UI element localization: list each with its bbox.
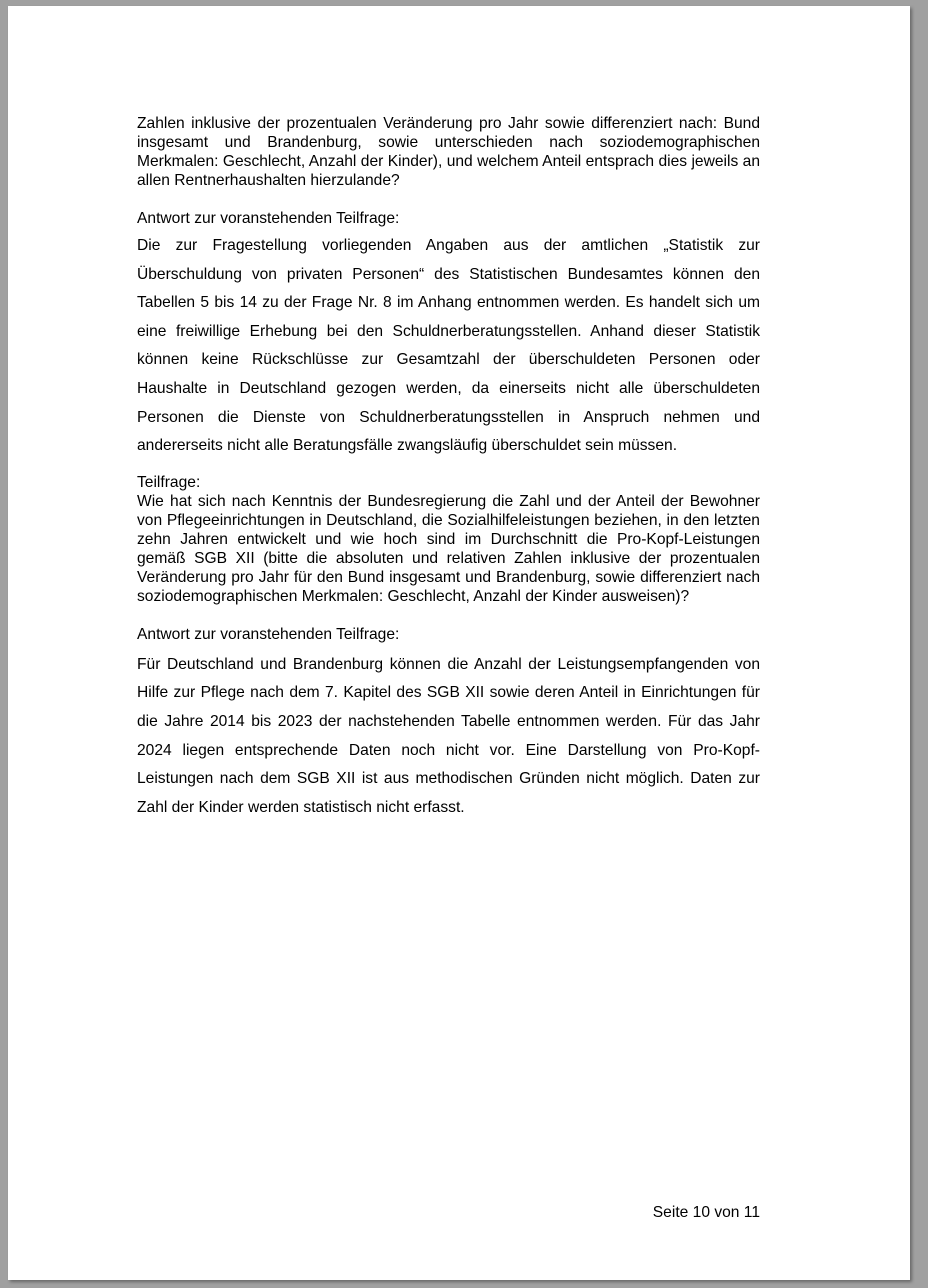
question-continuation-paragraph: Zahlen inklusive der prozentualen Veränderung pro Jahr sowie differenziert nach: Bund insgesamt und Brandenburg, sowie unterschieden nach soziodemographischen Merkmalen: Geschlecht, Anzahl der Kinder), und welchem Anteil entsprach dies jeweils an allen Rentnerhaushalten hierzulande? bbox=[137, 115, 760, 189]
answer-heading: Antwort zur voranstehenden Teilfrage: bbox=[137, 625, 400, 643]
answer-paragraph: Für Deutschland und Brandenburg können die Anzahl der Leistungsempfangenden von Hilfe zur Pflege nach dem 7. Kapitel des SGB XII sowie deren Anteil in Einrichtungen für die Jahre 2014 bis 2023 der nachstehenden Tabelle entnommen werden. Für das Jahr 2024 liegen entsprechende Daten noch nicht vor. Eine Darstellung von Pro-Kopf-Leistungen nach dem SGB XII ist aus methodischen Gründen nicht möglich. Daten zur Zahl der Kinder werden statistisch nicht erfasst. bbox=[137, 655, 760, 816]
subquestion-paragraph: Wie hat sich nach Kenntnis der Bundesregierung die Zahl und der Anteil der Bewohner von Pflegeeinrichtungen in Deutschland, die Sozialhilfeleistungen beziehen, in den letzten zehn Jahren entwickelt und wie hoch sind im Durchschnitt die Pro-Kopf-Leistungen gemäß SGB XII (bitte die absoluten und relativen Zahlen inklusive der prozentualen Veränderung pro Jahr für den Bund insgesamt und Brandenburg, sowie differenziert nach soziodemographischen Merkmalen: Geschlecht, Anzahl der Kinder ausweisen)? bbox=[137, 492, 760, 605]
answer-heading: Antwort zur voranstehenden Teilfrage: bbox=[137, 210, 400, 227]
page-content bbox=[137, 114, 760, 822]
page-number: Seite 10 von 11 bbox=[652, 1204, 760, 1221]
document-page bbox=[8, 6, 910, 1280]
subquestion-heading: Teilfrage: bbox=[137, 473, 201, 491]
answer-paragraph: Die zur Fragestellung vorliegenden Angaben aus der amtlichen „Statistik zur Überschuldung von privaten Personen“ des Statistischen Bundesamtes können den Tabellen 5 bis 14 zu der Frage Nr. 8 im Anhang entnommen werden. Es handelt sich um eine freiwillige Erhebung bei den Schuldnerberatungsstellen. Anhand dieser Statistik können keine Rückschlüsse zur Gesamtzahl der überschuldeten Personen oder Haushalte in Deutschland gezogen werden, da einerseits nicht alle überschuldeten Personen die Dienste von Schuldnerberatungsstellen in Anspruch nehmen und andererseits nicht alle Beratungsfälle zwangsläufig überschuldet sein müssen. bbox=[137, 237, 760, 455]
